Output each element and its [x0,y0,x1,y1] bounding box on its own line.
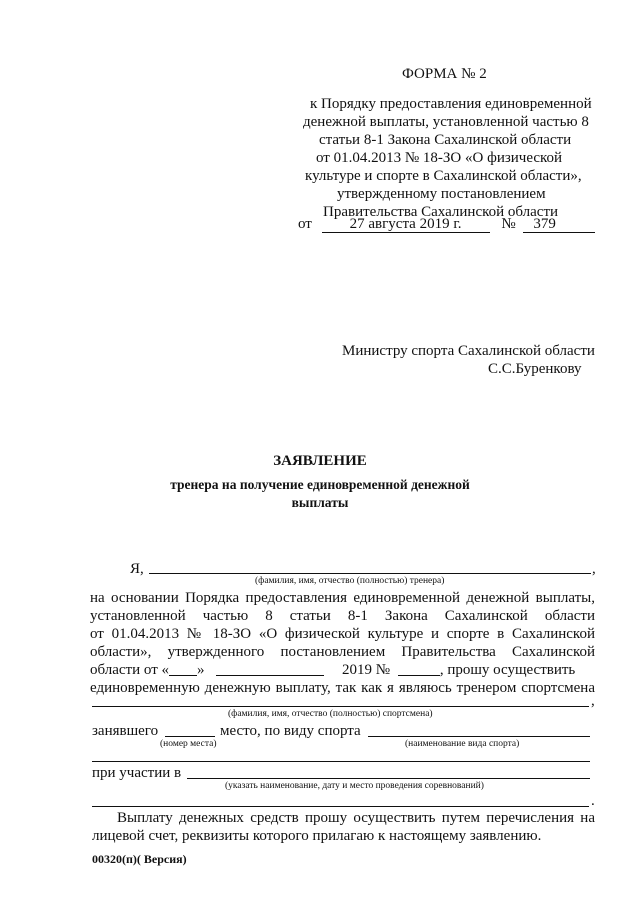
addressee-name: С.С.Буренкову [488,361,582,377]
trailing-comma: , [591,693,595,709]
reference-line: Правительства Сахалинской области [323,204,559,220]
competition-field[interactable] [187,778,590,779]
participation-label: при участии в [92,765,182,781]
approval-date-field: 27 августа 2019 г. [322,216,490,233]
date-line-quote: » [197,662,205,678]
number-label: № [501,216,516,232]
approval-number-field: 379 [523,216,595,233]
payment-line: Выплату денежных средств прошу осуществить путем перечисления на [117,810,595,826]
athlete-name-field[interactable] [92,706,589,707]
hint-competition: (указать наименование, дату и место проведения соревнований) [225,781,484,791]
trailing-comma: , [592,561,596,577]
trainer-name-field[interactable] [149,573,591,574]
competition-continuation-field[interactable] [92,806,589,807]
hint-athlete-name: (фамилия, имя, отчество (полностью) спортсмена) [228,709,433,719]
addressee-line: Министру спорта Сахалинской области [342,343,595,359]
date-line-year: 2019 № [342,662,391,678]
reference-line: статьи 8-1 Закона Сахалинской области [319,132,572,148]
reference-line: денежной выплаты, установленной частью 8 [303,114,589,130]
paragraph-line: установленной частью 8 статьи 8-1 Закона Сахалинской области [90,608,595,624]
took-label: занявшего [92,723,159,739]
place-label: место, по виду спорта [220,723,361,739]
paragraph-line: области», утвержденного постановлением Правительства Сахалинской [90,644,595,660]
day-field[interactable] [169,661,197,676]
statement-title: ЗАЯВЛЕНИЕ [273,453,367,469]
sport-name-field[interactable] [368,736,590,737]
reference-line: от 01.04.2013 № 18-ЗО «О физической [316,150,563,166]
date-line [90,661,575,679]
hint-sport-name: (наименование вида спорта) [405,739,520,749]
date-line-start: области от « [90,662,169,678]
paragraph-line: на основании Порядка предоставления единовременной денежной выплаты, [90,590,595,606]
reference-line: к Порядку предоставления единовременной [310,96,592,112]
place-number-field[interactable] [165,736,215,737]
sport-name-continuation-field[interactable] [92,761,590,762]
month-field[interactable] [216,661,324,676]
paragraph-line: от 01.04.2013 № 18-ЗО «О физической культуре и спорте в Сахалинской [90,626,595,642]
request-number-field[interactable] [398,661,440,676]
statement-subtitle: тренера на получение единовременной денежной [170,477,470,492]
from-label: от [298,216,312,232]
paragraph-line: единовременную денежную выплату, так как я являюсь тренером спортсмена [90,680,595,696]
approval-date-row [298,215,595,233]
i-label: Я, [130,561,144,577]
reference-line: культуре и спорте в Сахалинской области», [305,168,582,184]
statement-subtitle: выплаты [291,495,349,510]
hint-trainer-name: (фамилия, имя, отчество (полностью) тренера) [255,576,445,586]
document-code: 00320(п)( Версия) [92,852,187,866]
reference-line: утвержденному постановлением [337,186,546,202]
payment-line: лицевой счет, реквизиты которого прилагаю к настоящему заявлению. [92,828,542,844]
form-number: ФОРМА № 2 [402,66,487,82]
date-line-end: , прошу осуществить [439,662,576,678]
trailing-period: . [591,793,595,809]
hint-place-number: (номер места) [160,739,217,749]
